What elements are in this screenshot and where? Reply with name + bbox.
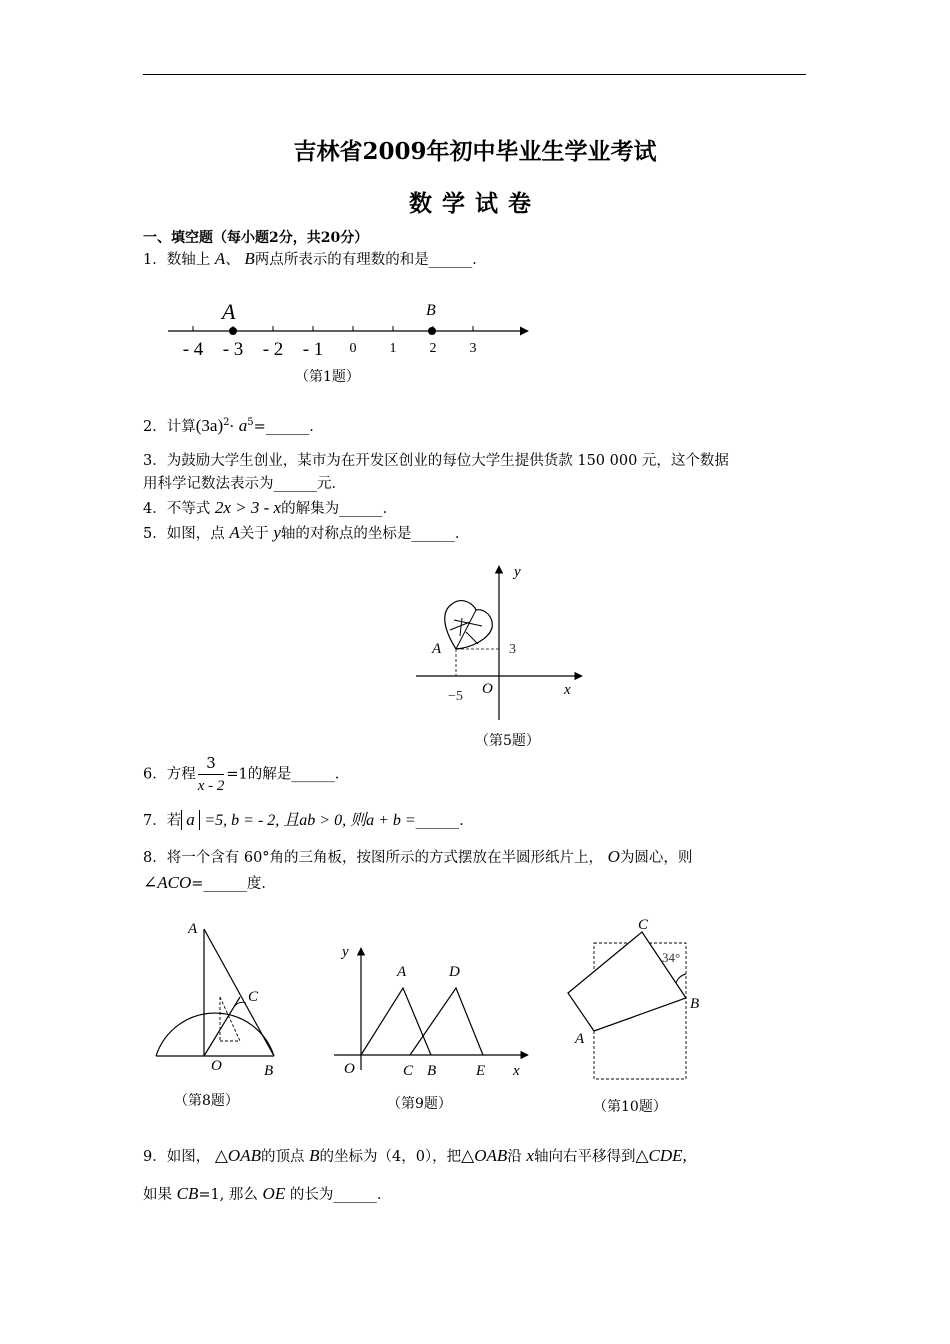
figure-q9 <box>330 938 535 1083</box>
number-line-tick-label: - 4 <box>182 339 204 360</box>
label-c: C <box>403 1063 414 1079</box>
label-a: A <box>397 964 407 980</box>
label-e: E <box>476 1063 486 1079</box>
label-b: B <box>690 996 700 1012</box>
label-o: O <box>211 1058 222 1074</box>
number-line-tick-label: - 2 <box>262 339 284 360</box>
number-line-tick-label: 0 <box>349 341 357 356</box>
number-line-tick-label: - 3 <box>222 339 244 360</box>
question-6: 6．方程 $\frac{3}{x - 2}$ =1的解是______． <box>143 754 350 794</box>
question-9-line1: 9．如图， △OAB的顶点 B的坐标为（4，0），把△OAB沿 x轴向右平移得到△CDE, <box>143 1146 687 1165</box>
question-5: 5．如图，点 A关于 y轴的对称点的坐标是______． <box>143 523 470 542</box>
coordinate-figure-q5 <box>410 560 600 730</box>
caption-q1: （第1题） <box>295 369 360 385</box>
question-1: 1．数轴上 A、 B两点所表示的有理数的和是______． <box>143 249 487 268</box>
caption-q8: （第8题） <box>174 1093 239 1109</box>
label-c: C <box>248 989 259 1005</box>
number-line-figure <box>160 293 540 368</box>
exam-subtitle: 数学试卷 <box>409 190 541 217</box>
question-4: 4．不等式 2x > 3 - x的解集为______． <box>143 498 398 517</box>
question-8-line1: 8．将一个含有 60°角的三角板，按图所示的方式摆放在半圆形纸片上， O为圆心，则 <box>143 847 693 866</box>
label-a: A <box>575 1031 585 1047</box>
triangle-oab <box>361 988 431 1055</box>
label-x: x <box>513 1063 520 1079</box>
question-3-line2: 用科学记数法表示为______元． <box>143 476 346 492</box>
angle-label: 34° <box>662 950 681 965</box>
triangle-hypotenuse <box>204 929 274 1056</box>
label-b: B <box>264 1063 274 1079</box>
question-3-line1: 3．为鼓励大学生创业，某市为在开发区创业的每位大学生提供货款 150 000 元，这个数据 <box>143 453 729 469</box>
number-line-tick-label: 2 <box>429 341 437 356</box>
x-value-label: −5 <box>448 689 463 704</box>
section-heading: 一、填空题（每小题2分，共20分） <box>143 230 369 246</box>
number-line-tick-label: 3 <box>469 341 477 356</box>
label-b: B <box>427 1063 437 1079</box>
point-a-label: A <box>222 299 236 324</box>
question-8-line2: ∠ACO=______度． <box>143 873 276 892</box>
exam-title: 吉林省2009年初中毕业生学业考试 <box>293 138 657 165</box>
angle-arc <box>676 974 686 983</box>
caption-q10: （第10题） <box>593 1099 667 1115</box>
rectangle-paper <box>568 932 686 1031</box>
label-a: A <box>188 921 198 937</box>
label-c: C <box>638 917 649 933</box>
caption-q9: （第9题） <box>387 1096 452 1112</box>
label-d: D <box>449 964 460 980</box>
label-o: O <box>344 1061 355 1077</box>
label-y: y <box>342 944 349 960</box>
y-value-label: 3 <box>509 642 516 657</box>
y-axis-label: y <box>514 564 521 580</box>
number-line-tick-label: 1 <box>389 341 397 356</box>
point-b-marker <box>428 327 436 335</box>
top-rule <box>143 74 806 75</box>
x-axis-label: x <box>564 682 571 698</box>
figure-q8 <box>148 915 288 1085</box>
leaf-veins <box>450 610 482 649</box>
question-7: 7．若 a =5, b = - 2, 且ab > 0, 则a + b =______． <box>143 810 474 829</box>
caption-q5: （第5题） <box>475 733 540 749</box>
point-a-label: A <box>432 641 442 657</box>
point-b-label: B <box>426 302 436 319</box>
triangle-cde <box>410 988 483 1055</box>
figure-q10 <box>560 910 720 1090</box>
number-line-tick-label: - 1 <box>302 339 324 360</box>
point-a-marker <box>229 327 237 335</box>
question-2: 2．计算$(3a)^2\cdot$ $a^5=\_\_\_\_\_\_$． <box>143 415 324 435</box>
semicircle <box>156 1013 274 1056</box>
origin-label: O <box>482 681 493 697</box>
question-9-line2: 如果 CB=1, 那么 OE 的长为______． <box>143 1184 392 1203</box>
